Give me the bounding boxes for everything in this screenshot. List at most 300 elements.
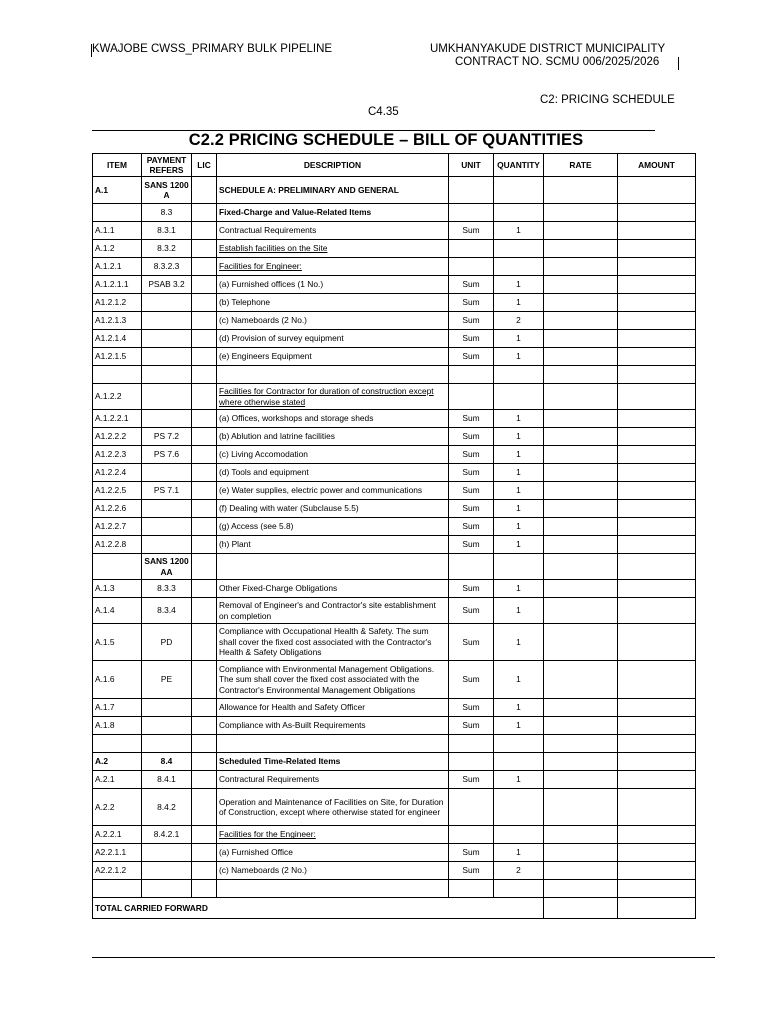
payment-ref-cell-text: 8.4.1 bbox=[157, 774, 176, 785]
rate-cell bbox=[544, 177, 618, 204]
lic-cell bbox=[192, 330, 217, 348]
item-cell-text: A1.2.1.3 bbox=[95, 315, 127, 326]
quantity-cell bbox=[494, 880, 544, 898]
quantity-cell bbox=[494, 735, 544, 753]
description-cell bbox=[217, 661, 449, 699]
payment-ref-cell-text: PS 7.1 bbox=[153, 485, 180, 496]
quantity-cell-text: 1 bbox=[516, 847, 521, 858]
description-cell-text: (d) Provision of survey equipment bbox=[219, 333, 344, 344]
payment-ref-cell bbox=[142, 880, 192, 898]
amount-cell bbox=[618, 580, 696, 598]
quantity-cell-text: 1 bbox=[516, 636, 521, 647]
table-row bbox=[93, 312, 696, 330]
unit-cell bbox=[449, 500, 494, 518]
payment-ref-cell bbox=[142, 482, 192, 500]
quantity-cell-text: 2 bbox=[516, 865, 521, 876]
total-amount-cell bbox=[618, 898, 696, 919]
quantity-cell bbox=[494, 204, 544, 222]
unit-cell bbox=[449, 276, 494, 294]
description-cell-text: Contractural Requirements bbox=[219, 774, 320, 785]
lic-cell bbox=[192, 826, 217, 844]
unit-cell bbox=[449, 826, 494, 844]
payment-ref-cell bbox=[142, 428, 192, 446]
item-cell bbox=[93, 312, 142, 330]
description-cell-text: (e) Engineers Equipment bbox=[219, 351, 312, 362]
quantity-cell bbox=[494, 500, 544, 518]
footer-rule bbox=[92, 957, 715, 958]
description-cell-text: Compliance with Occupational Health & Safety. The sum shall cover the fixed cost associated with the Contractor's Health & Safety Obligations bbox=[219, 626, 432, 658]
unit-cell bbox=[449, 699, 494, 717]
payment-ref-cell-text: PS 7.6 bbox=[153, 449, 180, 460]
payment-ref-cell bbox=[142, 536, 192, 554]
amount-cell bbox=[618, 410, 696, 428]
table-row bbox=[93, 500, 696, 518]
description-cell bbox=[217, 735, 449, 753]
unit-cell bbox=[449, 204, 494, 222]
item-cell bbox=[93, 536, 142, 554]
table-row bbox=[93, 330, 696, 348]
unit-cell-text: Sum bbox=[462, 847, 480, 858]
lic-cell bbox=[192, 580, 217, 598]
amount-cell bbox=[618, 312, 696, 330]
item-cell bbox=[93, 276, 142, 294]
unit-cell-text: Sum bbox=[462, 583, 480, 594]
unit-cell bbox=[449, 735, 494, 753]
lic-cell bbox=[192, 482, 217, 500]
description-cell-text: (e) Water supplies, electric power and communications bbox=[219, 485, 423, 496]
table-row bbox=[93, 276, 696, 294]
description-cell bbox=[217, 500, 449, 518]
amount-cell bbox=[618, 735, 696, 753]
unit-cell-text: Sum bbox=[462, 865, 480, 876]
col-description: DESCRIPTION bbox=[217, 154, 449, 177]
description-cell-text: Removal of Engineer's and Contractor's site establishment on completion bbox=[219, 600, 436, 621]
item-cell bbox=[93, 717, 142, 735]
quantity-cell-text: 1 bbox=[516, 539, 521, 550]
lic-cell bbox=[192, 366, 217, 384]
payment-ref-cell bbox=[142, 240, 192, 258]
description-cell bbox=[217, 580, 449, 598]
table-row bbox=[93, 735, 696, 753]
payment-ref-cell bbox=[142, 312, 192, 330]
payment-ref-cell bbox=[142, 464, 192, 482]
item-cell-text: A.1.2.1.1 bbox=[95, 279, 129, 290]
quantity-cell bbox=[494, 518, 544, 536]
lic-cell bbox=[192, 624, 217, 661]
rate-cell bbox=[544, 294, 618, 312]
description-cell-text: Other Fixed-Charge Obligations bbox=[219, 583, 338, 594]
payment-ref-cell bbox=[142, 844, 192, 862]
lic-cell bbox=[192, 240, 217, 258]
description-cell bbox=[217, 789, 449, 826]
unit-cell bbox=[449, 482, 494, 500]
amount-cell bbox=[618, 661, 696, 699]
quantity-cell bbox=[494, 410, 544, 428]
description-cell bbox=[217, 717, 449, 735]
table-row bbox=[93, 348, 696, 366]
description-cell bbox=[217, 482, 449, 500]
description-cell-text: Contractual Requirements bbox=[219, 225, 317, 236]
description-cell bbox=[217, 536, 449, 554]
page-title: C2.2 PRICING SCHEDULE – BILL OF QUANTITIES bbox=[188, 131, 584, 149]
amount-cell bbox=[618, 536, 696, 554]
table-row bbox=[93, 482, 696, 500]
unit-cell bbox=[449, 428, 494, 446]
rate-cell bbox=[544, 699, 618, 717]
amount-cell bbox=[618, 826, 696, 844]
item-cell bbox=[93, 348, 142, 366]
unit-cell bbox=[449, 294, 494, 312]
quantity-cell-text: 1 bbox=[516, 605, 521, 616]
item-cell bbox=[93, 880, 142, 898]
lic-cell bbox=[192, 204, 217, 222]
amount-cell bbox=[618, 624, 696, 661]
amount-cell bbox=[618, 482, 696, 500]
description-cell-text: (a) Offices, workshops and storage sheds bbox=[219, 413, 374, 424]
payment-ref-cell-text: 8.4.2 bbox=[157, 801, 176, 812]
rate-cell bbox=[544, 661, 618, 699]
lic-cell bbox=[192, 789, 217, 826]
description-cell bbox=[217, 554, 449, 580]
col-amount: AMOUNT bbox=[618, 154, 696, 177]
payment-ref-cell-text: PD bbox=[160, 636, 173, 647]
item-cell bbox=[93, 366, 142, 384]
quantity-cell bbox=[494, 428, 544, 446]
item-cell bbox=[93, 204, 142, 222]
payment-ref-cell bbox=[142, 554, 192, 580]
quantity-cell bbox=[494, 580, 544, 598]
description-cell bbox=[217, 624, 449, 661]
item-cell bbox=[93, 554, 142, 580]
description-cell bbox=[217, 294, 449, 312]
amount-cell bbox=[618, 240, 696, 258]
amount-cell bbox=[618, 258, 696, 276]
amount-cell bbox=[618, 366, 696, 384]
quantity-cell-text: 1 bbox=[516, 225, 521, 236]
quantity-cell bbox=[494, 789, 544, 826]
item-cell bbox=[93, 789, 142, 826]
table-row bbox=[93, 366, 696, 384]
quantity-cell bbox=[494, 624, 544, 661]
quantity-cell bbox=[494, 598, 544, 624]
col-lic: LIC bbox=[192, 154, 217, 177]
unit-cell bbox=[449, 717, 494, 735]
quantity-cell bbox=[494, 348, 544, 366]
unit-cell-text: Sum bbox=[462, 413, 480, 424]
col-quantity: QUANTITY bbox=[494, 154, 544, 177]
unit-cell bbox=[449, 554, 494, 580]
amount-cell bbox=[618, 844, 696, 862]
table-row bbox=[93, 536, 696, 554]
quantity-cell bbox=[494, 536, 544, 554]
amount-cell bbox=[618, 753, 696, 771]
unit-cell-text: Sum bbox=[462, 279, 480, 290]
description-cell-text: (a) Furnished Office bbox=[219, 847, 293, 858]
description-cell bbox=[217, 312, 449, 330]
rate-cell bbox=[544, 554, 618, 580]
description-cell bbox=[217, 464, 449, 482]
item-cell-text: A2.2.1.2 bbox=[95, 865, 127, 876]
amount-cell bbox=[618, 294, 696, 312]
rate-cell bbox=[544, 222, 618, 240]
quantity-cell-text: 1 bbox=[516, 467, 521, 478]
item-cell bbox=[93, 500, 142, 518]
col-rate: RATE bbox=[544, 154, 618, 177]
quantity-cell bbox=[494, 312, 544, 330]
quantity-cell-text: 1 bbox=[516, 413, 521, 424]
unit-cell-text: Sum bbox=[462, 674, 480, 685]
description-cell bbox=[217, 844, 449, 862]
item-cell bbox=[93, 177, 142, 204]
payment-ref-cell bbox=[142, 366, 192, 384]
quantity-cell bbox=[494, 826, 544, 844]
lic-cell bbox=[192, 446, 217, 464]
description-cell bbox=[217, 699, 449, 717]
table-row bbox=[93, 384, 696, 410]
payment-ref-cell-text: 8.4 bbox=[160, 756, 173, 767]
description-cell-text: (b) Telephone bbox=[219, 297, 271, 308]
payment-ref-cell bbox=[142, 717, 192, 735]
quantity-cell-text: 1 bbox=[516, 720, 521, 731]
payment-ref-cell bbox=[142, 826, 192, 844]
quantity-cell-text: 1 bbox=[516, 297, 521, 308]
rate-cell bbox=[544, 580, 618, 598]
item-cell bbox=[93, 330, 142, 348]
item-cell-text: A.1.7 bbox=[95, 702, 115, 713]
page-number: C4.35 bbox=[368, 106, 399, 118]
payment-ref-cell-text: 8.3.1 bbox=[157, 225, 176, 236]
unit-cell bbox=[449, 177, 494, 204]
payment-ref-cell bbox=[142, 294, 192, 312]
table-row bbox=[93, 753, 696, 771]
description-cell-text: Allowance for Health and Safety Officer bbox=[219, 702, 366, 713]
table-row bbox=[93, 464, 696, 482]
lic-cell bbox=[192, 862, 217, 880]
rate-cell bbox=[544, 410, 618, 428]
unit-cell bbox=[449, 366, 494, 384]
payment-ref-cell-text: PS 7.2 bbox=[153, 431, 180, 442]
unit-cell bbox=[449, 518, 494, 536]
item-cell-text: A.1.2.2 bbox=[95, 391, 122, 402]
payment-ref-cell bbox=[142, 518, 192, 536]
unit-cell bbox=[449, 222, 494, 240]
lic-cell bbox=[192, 276, 217, 294]
amount-cell bbox=[618, 276, 696, 294]
description-cell bbox=[217, 384, 449, 410]
payment-ref-cell bbox=[142, 862, 192, 880]
description-cell bbox=[217, 366, 449, 384]
unit-cell-text: Sum bbox=[462, 485, 480, 496]
unit-cell-text: Sum bbox=[462, 605, 480, 616]
item-cell bbox=[93, 753, 142, 771]
unit-cell bbox=[449, 410, 494, 428]
payment-ref-cell bbox=[142, 580, 192, 598]
quantity-cell bbox=[494, 753, 544, 771]
table-row bbox=[93, 661, 696, 699]
unit-cell bbox=[449, 661, 494, 699]
rate-cell bbox=[544, 717, 618, 735]
table-row bbox=[93, 844, 696, 862]
amount-cell bbox=[618, 204, 696, 222]
table-row bbox=[93, 789, 696, 826]
unit-cell-text: Sum bbox=[462, 720, 480, 731]
rate-cell bbox=[544, 518, 618, 536]
item-cell-text: A1.2.2.5 bbox=[95, 485, 127, 496]
lic-cell bbox=[192, 844, 217, 862]
unit-cell bbox=[449, 536, 494, 554]
quantity-cell bbox=[494, 240, 544, 258]
description-cell-text: (b) Ablution and latrine facilities bbox=[219, 431, 335, 442]
unit-cell bbox=[449, 330, 494, 348]
lic-cell bbox=[192, 222, 217, 240]
description-cell bbox=[217, 771, 449, 789]
item-cell-text: A1.2.2.3 bbox=[95, 449, 127, 460]
amount-cell bbox=[618, 717, 696, 735]
payment-ref-cell bbox=[142, 598, 192, 624]
total-rate-cell bbox=[544, 898, 618, 919]
payment-ref-cell-text: 8.3.2 bbox=[157, 243, 176, 254]
rate-cell bbox=[544, 880, 618, 898]
quantity-cell bbox=[494, 554, 544, 580]
quantity-cell-text: 1 bbox=[516, 583, 521, 594]
rate-cell bbox=[544, 482, 618, 500]
description-cell-text: Establish facilities on the Site bbox=[219, 243, 328, 254]
item-cell-text: A1.2.1.2 bbox=[95, 297, 127, 308]
rate-cell bbox=[544, 446, 618, 464]
unit-cell bbox=[449, 258, 494, 276]
lic-cell bbox=[192, 735, 217, 753]
payment-ref-cell-text: 8.3.4 bbox=[157, 605, 176, 616]
amount-cell bbox=[618, 348, 696, 366]
rate-cell bbox=[544, 844, 618, 862]
item-cell-text: A.2.2.1 bbox=[95, 829, 122, 840]
payment-ref-cell-text: 8.3.3 bbox=[157, 583, 176, 594]
item-cell bbox=[93, 771, 142, 789]
lic-cell bbox=[192, 771, 217, 789]
payment-ref-cell bbox=[142, 258, 192, 276]
description-cell bbox=[217, 826, 449, 844]
payment-ref-cell bbox=[142, 624, 192, 661]
quantity-cell bbox=[494, 276, 544, 294]
table-row bbox=[93, 598, 696, 624]
quantity-cell-text: 1 bbox=[516, 333, 521, 344]
unit-cell bbox=[449, 753, 494, 771]
unit-cell bbox=[449, 624, 494, 661]
rate-cell bbox=[544, 240, 618, 258]
item-cell bbox=[93, 699, 142, 717]
item-cell-text: A.1.4 bbox=[95, 605, 115, 616]
unit-cell-text: Sum bbox=[462, 521, 480, 532]
table-row bbox=[93, 258, 696, 276]
item-cell bbox=[93, 294, 142, 312]
lic-cell bbox=[192, 410, 217, 428]
description-cell bbox=[217, 598, 449, 624]
payment-ref-cell bbox=[142, 330, 192, 348]
table-row bbox=[93, 771, 696, 789]
quantity-cell-text: 1 bbox=[516, 449, 521, 460]
description-cell bbox=[217, 222, 449, 240]
quantity-cell bbox=[494, 771, 544, 789]
item-cell bbox=[93, 518, 142, 536]
item-cell-text: A1.2.1.5 bbox=[95, 351, 127, 362]
description-cell bbox=[217, 240, 449, 258]
col-unit: UNIT bbox=[449, 154, 494, 177]
item-cell-text: A.1.3 bbox=[95, 583, 115, 594]
unit-cell-text: Sum bbox=[462, 315, 480, 326]
payment-ref-cell bbox=[142, 204, 192, 222]
unit-cell bbox=[449, 598, 494, 624]
description-cell-text: Facilities for the Engineer: bbox=[219, 829, 316, 840]
payment-ref-cell bbox=[142, 661, 192, 699]
payment-ref-cell bbox=[142, 276, 192, 294]
unit-cell-text: Sum bbox=[462, 225, 480, 236]
section-label: C2: PRICING SCHEDULE bbox=[540, 94, 675, 106]
unit-cell-text: Sum bbox=[462, 333, 480, 344]
rate-cell bbox=[544, 348, 618, 366]
table-row bbox=[93, 446, 696, 464]
col-payment-refers: PAYMENT REFERS bbox=[142, 154, 192, 177]
item-cell-text: A1.2.2.7 bbox=[95, 521, 127, 532]
total-row bbox=[93, 898, 696, 919]
table-row bbox=[93, 204, 696, 222]
lic-cell bbox=[192, 177, 217, 204]
item-cell-text: A.2 bbox=[95, 756, 109, 767]
lic-cell bbox=[192, 384, 217, 410]
rate-cell bbox=[544, 500, 618, 518]
quantity-cell-text: 1 bbox=[516, 503, 521, 514]
amount-cell bbox=[618, 428, 696, 446]
quantity-cell bbox=[494, 330, 544, 348]
unit-cell-text: Sum bbox=[462, 467, 480, 478]
margin-mark-right bbox=[678, 57, 679, 70]
table-row bbox=[93, 580, 696, 598]
payment-ref-cell-text: PSAB 3.2 bbox=[148, 279, 185, 290]
unit-cell bbox=[449, 862, 494, 880]
item-cell-text: A1.2.1.4 bbox=[95, 333, 127, 344]
description-cell-text: Facilities for Engineer: bbox=[219, 261, 302, 272]
item-cell-text: A.1.6 bbox=[95, 674, 115, 685]
unit-cell bbox=[449, 789, 494, 826]
lic-cell bbox=[192, 880, 217, 898]
description-cell-text: (f) Dealing with water (Subclause 5.5) bbox=[219, 503, 359, 514]
unit-cell bbox=[449, 312, 494, 330]
rate-cell bbox=[544, 753, 618, 771]
lic-cell bbox=[192, 554, 217, 580]
unit-cell-text: Sum bbox=[462, 702, 480, 713]
unit-cell bbox=[449, 384, 494, 410]
table-row bbox=[93, 177, 696, 204]
description-cell-text: Operation and Maintenance of Facilities on Site, for Duration of Construction, except where otherwise stated for engineer bbox=[219, 796, 444, 817]
amount-cell bbox=[618, 222, 696, 240]
description-cell-text: (c) Nameboards (2 No.) bbox=[219, 865, 307, 876]
description-cell-text: Compliance with Environmental Management Obligations. The sum shall cover the fixed cost associated with the Contractor's Environmental Management Obligations bbox=[219, 663, 435, 695]
quantity-cell bbox=[494, 464, 544, 482]
quantity-cell bbox=[494, 258, 544, 276]
description-cell-text: SCHEDULE A: PRELIMINARY AND GENERAL bbox=[219, 184, 399, 195]
payment-ref-cell bbox=[142, 771, 192, 789]
lic-cell bbox=[192, 464, 217, 482]
table-row bbox=[93, 880, 696, 898]
amount-cell bbox=[618, 699, 696, 717]
item-cell bbox=[93, 258, 142, 276]
amount-cell bbox=[618, 464, 696, 482]
item-cell bbox=[93, 428, 142, 446]
item-cell-text: A.1.2.1 bbox=[95, 261, 122, 272]
quantity-cell bbox=[494, 862, 544, 880]
unit-cell-text: Sum bbox=[462, 503, 480, 514]
table-row bbox=[93, 222, 696, 240]
project-name: KWAJOBE CWSS_PRIMARY BULK PIPELINE bbox=[92, 43, 333, 55]
